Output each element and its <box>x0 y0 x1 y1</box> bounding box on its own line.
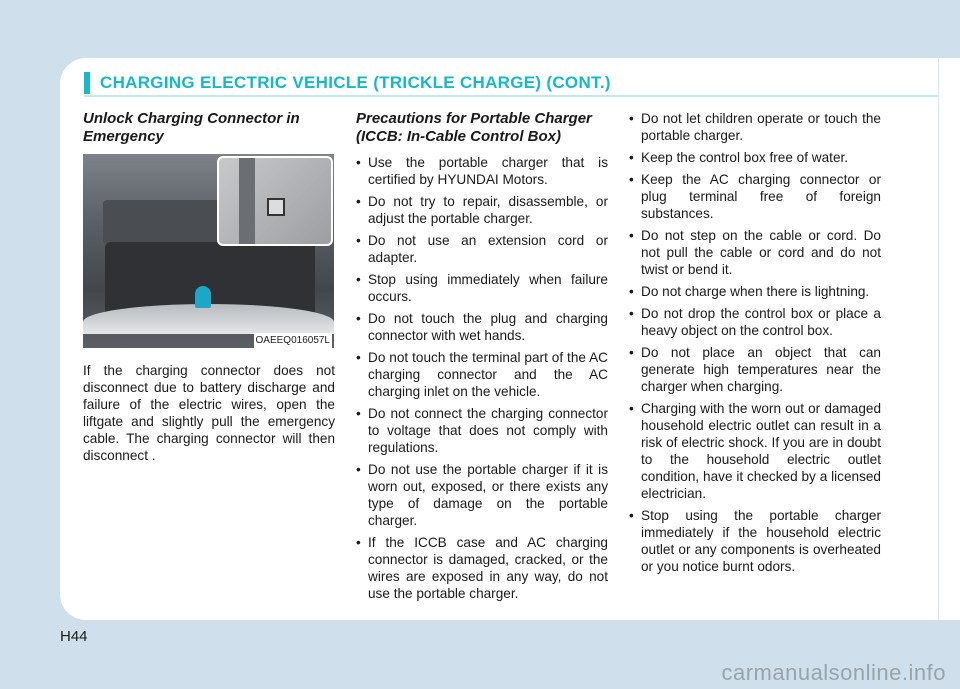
list-item: • Do not use the portable charger if it is worn out, exposed, or there exists any type of damage on the portable charger. <box>356 461 608 529</box>
title-accent-bar <box>84 72 90 94</box>
figure-emergency-strap <box>239 158 255 244</box>
list-item: • Do not touch the terminal part of the AC charging connector and the AC charging inlet on the vehicle. <box>356 349 608 400</box>
section-title: CHARGING ELECTRIC VEHICLE (TRICKLE CHARGE) (CONT.) <box>100 73 611 92</box>
precautions-heading: Precautions for Portable Charger (ICCB: In-Cable Control Box) <box>356 110 592 145</box>
list-item: • Do not let children operate or touch the portable charger. <box>629 110 881 144</box>
list-item: • Use the portable charger that is certified by HYUNDAI Motors. <box>356 154 608 188</box>
cargo-area-figure <box>83 154 334 348</box>
figure-code-label: OAEEQ016057L <box>255 335 330 346</box>
list-item: • Charging with the worn out or damaged household electric outlet can result in a risk of electric shock. If you are in doubt to the household electric outlet condition, have it checked by a licensed electrician. <box>629 400 881 502</box>
emergency-unlock-heading: Unlock Charging Connector in Emergency <box>83 110 300 145</box>
figure-release-handle <box>267 198 285 216</box>
figure-bumper <box>83 304 334 334</box>
pull-direction-arrow-icon <box>195 286 211 308</box>
list-item: • Do not touch the plug and charging connector with wet hands. <box>356 310 608 344</box>
list-item: • Do not step on the cable or cord. Do not pull the cable or cord and do not twist or bend it. <box>629 227 881 278</box>
list-item: • Keep the control box free of water. <box>629 149 881 166</box>
list-item: • Do not place an object that can generate high temperatures near the charger when charging. <box>629 344 881 395</box>
column-right <box>629 110 881 580</box>
list-item: • Do not connect the charging connector to voltage that does not comply with regulations. <box>356 405 608 456</box>
list-item: • Keep the AC charging connector or plug terminal free of foreign substances. <box>629 171 881 222</box>
list-item: • Do not drop the control box or place a heavy object on the control box. <box>629 305 881 339</box>
margin-rule <box>938 58 939 620</box>
list-item: • Do not use an extension cord or adapter. <box>356 232 608 266</box>
precautions-list <box>356 154 608 602</box>
precautions-list-continued <box>629 110 881 575</box>
title-rule <box>84 95 938 97</box>
list-item: • Do not try to repair, disassemble, or adjust the portable charger. <box>356 193 608 227</box>
column-left <box>83 110 335 464</box>
watermark: carmanualsonline.info <box>721 660 946 685</box>
figure-inset-detail <box>217 156 333 246</box>
list-item: • Do not charge when there is lightning. <box>629 283 881 300</box>
list-item: • If the ICCB case and AC charging connector is damaged, cracked, or the wires are exposed in any way, do not use the portable charger. <box>356 534 608 602</box>
emergency-unlock-paragraph: If the charging connector does not disconnect due to battery discharge and failure of the electric wires, open the liftgate and slightly pull the emergency cable. The charging connector will then disconnect . <box>83 363 335 463</box>
column-middle <box>356 110 608 607</box>
page-number: H44 <box>60 628 88 645</box>
list-item: • Stop using immediately when failure occurs. <box>356 271 608 305</box>
list-item: • Stop using the portable charger immediately if the household electric outlet or any components is overheated or you notice burnt odors. <box>629 507 881 575</box>
